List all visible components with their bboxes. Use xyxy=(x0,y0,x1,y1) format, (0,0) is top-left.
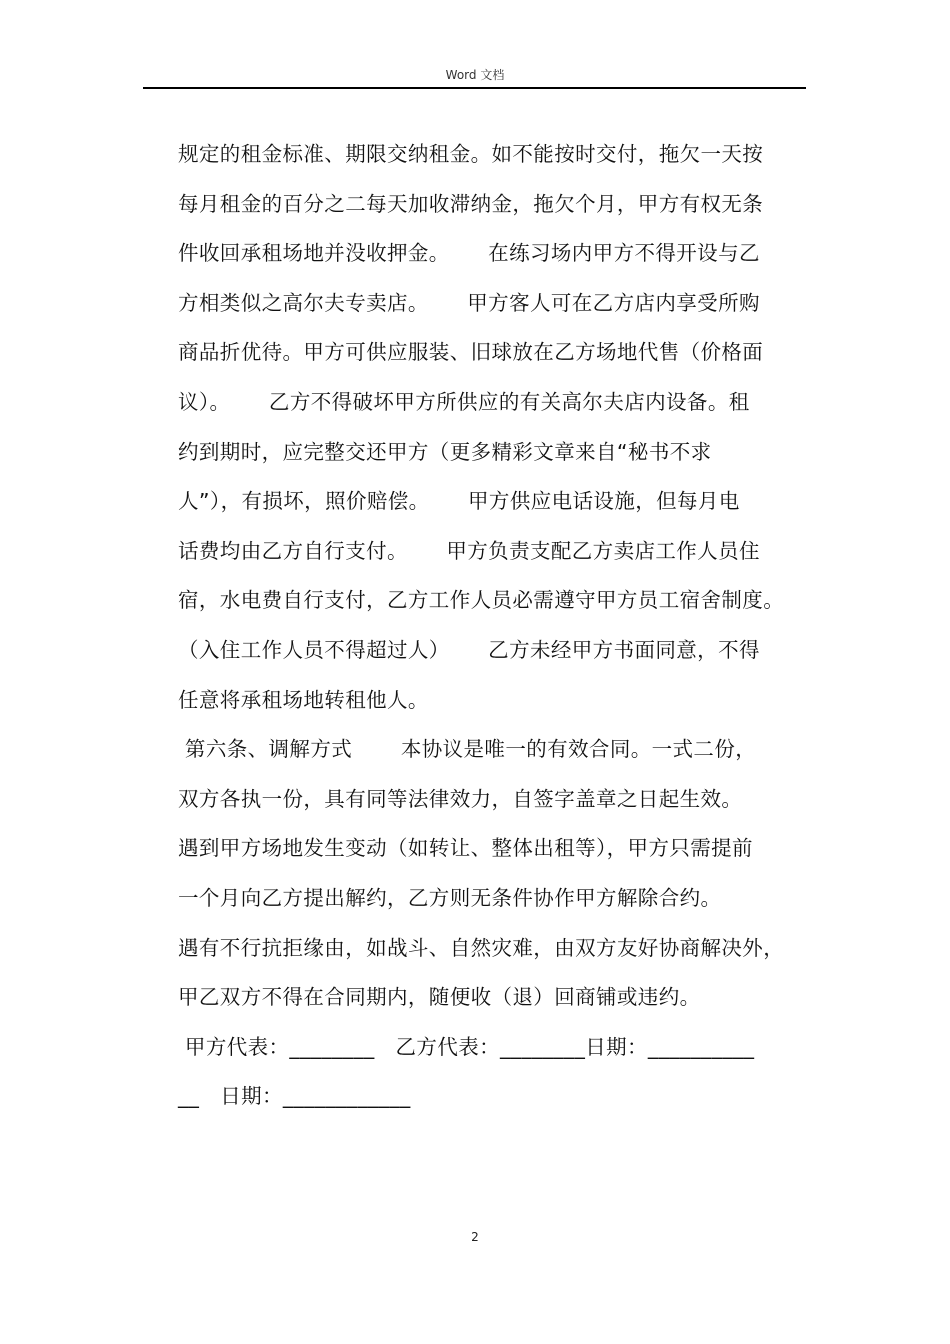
text-line: （入住工作人员不得超过人） 乙方未经甲方书面同意，不得 xyxy=(178,637,760,662)
header-divider xyxy=(143,87,806,89)
text-line: 约到期时，应完整交还甲方（更多精彩文章来自“秘书不求 xyxy=(178,439,712,464)
text-line: 商品折优待。甲方可供应服装、旧球放在乙方场地代售（价格面 xyxy=(178,340,764,365)
section-heading-line: 第六条、调解方式 本协议是唯一的有效合同。一式二份， xyxy=(178,737,757,762)
text-line: 每月租金的百分之二每天加收滞纳金，拖欠个月，甲方有权无条 xyxy=(178,191,764,216)
page-header: Word 文档 xyxy=(445,68,505,82)
document-body xyxy=(178,130,828,1122)
text-line: 议）。 乙方不得破坏甲方所供应的有关高尔夫店内设备。租 xyxy=(178,389,750,414)
text-line: 任意将承租场地转租他人。 xyxy=(178,687,429,712)
text-line: 方相类似之高尔夫专卖店。 甲方客人可在乙方店内享受所购 xyxy=(178,290,760,315)
text-line: 双方各执一份，具有同等法律效力，自签字盖章之日起生效。 xyxy=(178,786,743,811)
text-line: 甲乙双方不得在合同期内，随便收（退）回商铺或违约。 xyxy=(178,985,701,1010)
signature-line: 甲方代表：________ 乙方代表：________日期：__________ xyxy=(178,1034,755,1059)
text-line: 一个月向乙方提出解约，乙方则无条件协作甲方解除合约。 xyxy=(178,885,722,910)
text-line: 人”），有损坏，照价赔偿。 甲方供应电话设施，但每月电 xyxy=(178,489,740,514)
text-line: 规定的租金标准、期限交纳租金。如不能按时交付，拖欠一天按 xyxy=(178,142,764,166)
text-line: 宿，水电费自行支付，乙方工作人员必需遵守甲方员工宿舍制度。 xyxy=(178,588,785,613)
text-line: 遇有不行抗拒缘由，如战斗、自然灾难，由双方友好协商解决外， xyxy=(178,935,785,960)
text-line: 件收回承租场地并没收押金。 在练习场内甲方不得开设与乙 xyxy=(178,241,760,266)
text-line: 遇到甲方场地发生变动（如转让、整体出租等），甲方只需提前 xyxy=(178,836,753,861)
page-number: 2 xyxy=(471,1230,479,1244)
text-line: 话费均由乙方自行支付。 甲方负责支配乙方卖店工作人员住 xyxy=(178,538,760,563)
signature-line: __ 日期：____________ xyxy=(178,1084,411,1109)
